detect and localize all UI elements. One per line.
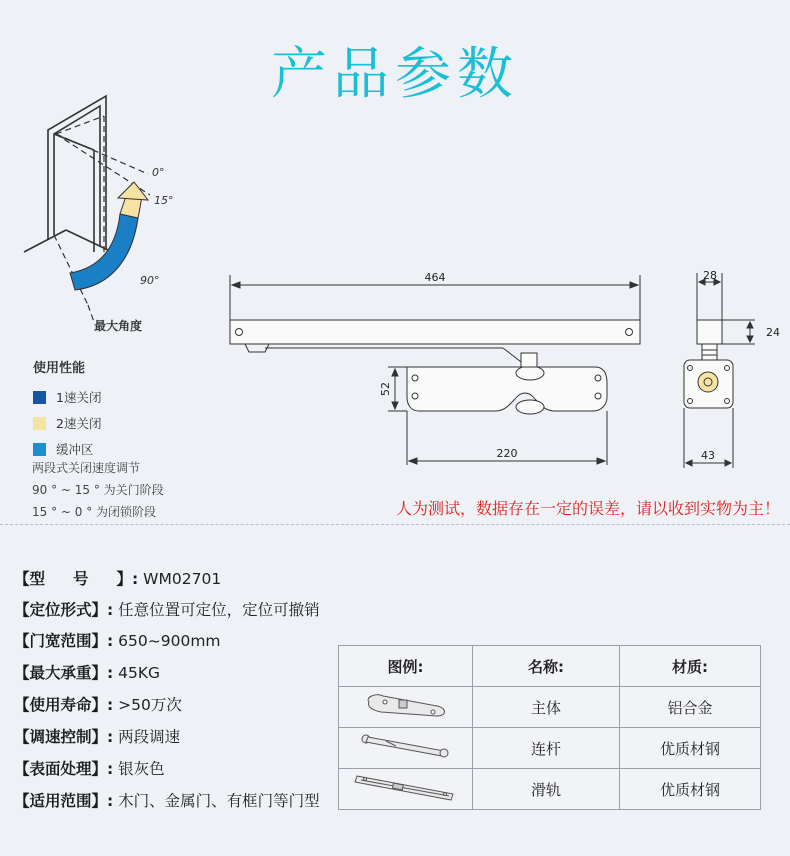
dim-top-height-label: 24 xyxy=(766,326,780,339)
spec-key: 调速控制 xyxy=(29,728,92,746)
spec-key: 使用寿命 xyxy=(29,696,92,714)
front-dimension-drawing xyxy=(225,265,655,475)
spec-value: 650~900mm xyxy=(118,632,221,650)
legend-heading: 使用性能 xyxy=(33,361,86,376)
performance-legend xyxy=(33,357,101,462)
spec-row: 【门宽范围】: 650~900mm xyxy=(14,629,221,651)
side-dimension-drawing xyxy=(670,268,785,473)
spec-value: 45KG xyxy=(118,664,161,682)
page-title: 产品参数 xyxy=(271,42,519,107)
angle-zero-label: 0° xyxy=(152,166,165,179)
legend-item xyxy=(33,410,101,436)
speed-note: 两段式关闭速度调节 xyxy=(32,461,141,475)
spec-value: >50万次 xyxy=(118,696,182,714)
speed-note: 90 ° ~ 15 ° 为关门阶段 xyxy=(32,483,164,497)
header-name: 名称: xyxy=(473,646,620,687)
closer-body-icon xyxy=(361,690,451,720)
legend-item-label: 缓冲区 xyxy=(56,442,94,457)
materials-table xyxy=(338,645,761,810)
section-divider xyxy=(0,524,790,525)
spec-value: 银灰色 xyxy=(118,760,165,778)
connecting-rod-icon xyxy=(356,731,456,761)
legend-swatch xyxy=(33,417,46,430)
door-angle-diagram xyxy=(20,90,220,340)
error-notice: 人为测试，数据存在一定的误差，请以收到实物为主！ xyxy=(395,499,780,518)
spec-row: 【使用寿命】: >50万次 xyxy=(14,693,182,715)
spec-key: 门宽范围 xyxy=(29,632,92,650)
row-material: 优质材钢 xyxy=(620,769,761,810)
speed-notes xyxy=(32,457,164,523)
header-legend: 图例: xyxy=(339,646,473,687)
row-material: 铝合金 xyxy=(620,687,761,728)
spec-key: 定位形式 xyxy=(29,601,92,619)
angle-ninety-label: 90° xyxy=(140,274,160,287)
spec-key: 型号 xyxy=(29,570,117,588)
table-row xyxy=(339,687,761,728)
spec-value: 两段调速 xyxy=(118,728,181,746)
spec-row: 【适用范围】: 木门、金属门、有框门等门型 xyxy=(14,789,320,811)
table-row xyxy=(339,728,761,769)
header-material: 材质: xyxy=(620,646,761,687)
legend-item-label: 2速关闭 xyxy=(56,416,102,431)
slide-rail-icon xyxy=(353,770,458,804)
table-row xyxy=(339,769,761,810)
spec-key: 适用范围 xyxy=(29,792,92,810)
spec-key: 最大承重 xyxy=(29,664,92,682)
spec-row: 【型号】: WM02701 xyxy=(14,567,221,589)
row-name: 主体 xyxy=(473,687,620,728)
spec-value: WM02701 xyxy=(143,570,222,588)
row-image-cell xyxy=(339,769,473,810)
dim-side-width-label: 43 xyxy=(701,449,715,462)
spec-row: 【定位形式】: 任意位置可定位，定位可撤销 xyxy=(14,598,320,620)
spec-value: 任意位置可定位，定位可撤销 xyxy=(118,601,320,619)
dim-top-width-label: 28 xyxy=(703,269,717,282)
legend-swatch xyxy=(33,391,46,404)
dim-length-label: 464 xyxy=(424,271,446,284)
row-image-cell xyxy=(339,687,473,728)
angle-fifteen-label: 15° xyxy=(154,194,174,207)
spec-row: 【表面处理】: 银灰色 xyxy=(14,757,165,779)
dim-height-label: 52 xyxy=(379,382,392,396)
row-image-cell xyxy=(339,728,473,769)
table-header-row xyxy=(339,646,761,687)
spec-row: 【最大承重】: 45KG xyxy=(14,661,160,683)
speed-note: 15 ° ~ 0 ° 为闭锁阶段 xyxy=(32,505,157,519)
spec-row: 【调速控制】: 两段调速 xyxy=(14,725,180,747)
spec-value: 木门、金属门、有框门等门型 xyxy=(118,792,320,810)
dim-body-length-label: 220 xyxy=(496,447,518,460)
legend-item-label: 1速关闭 xyxy=(56,390,102,405)
row-name: 连杆 xyxy=(473,728,620,769)
row-name: 滑轨 xyxy=(473,769,620,810)
max-angle-label: 最大角度 xyxy=(94,319,143,333)
legend-swatch xyxy=(33,443,46,456)
spec-key: 表面处理 xyxy=(29,760,92,778)
legend-item xyxy=(33,384,101,410)
row-material: 优质材钢 xyxy=(620,728,761,769)
